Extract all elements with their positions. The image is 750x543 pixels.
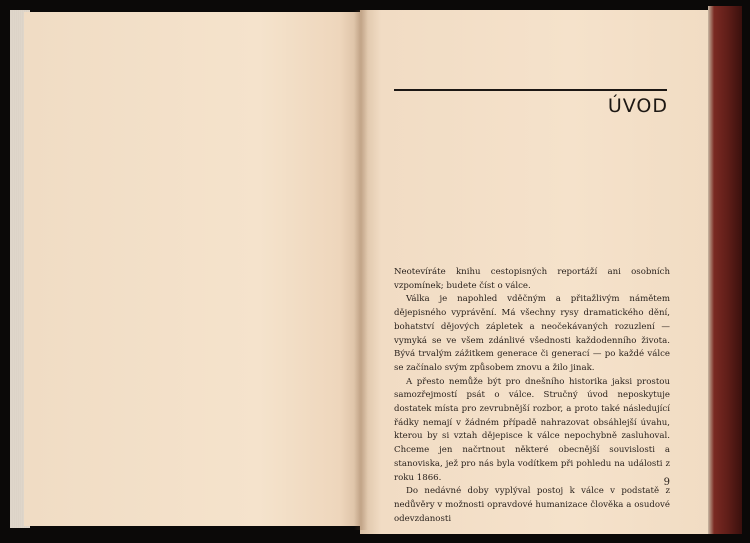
body-text xyxy=(394,266,670,526)
chapter-rule xyxy=(394,89,667,91)
left-page-blank xyxy=(24,12,360,526)
paragraph-2: Válka je napohled vděčným a přitažlivým námětem dějepisného vyprávění. Má všechny rysy dramatického dění, bohatství dějových zápletek a neočekávaných rozuzlení — vymyká se ve všem zdánlivé všednosti každodenního života. Bývá trvalým zážitkem generace či generací — po každé válce se začínalo svým způsobem znovu a žilo jinak. xyxy=(394,294,670,373)
paragraph-1: Neotevíráte knihu cestopisných reportáží ani osobních vzpomínek; budete číst o válce. xyxy=(394,267,670,291)
book-gutter xyxy=(354,10,368,530)
paragraph-3: A přesto nemůže být pro dnešního historika jaksi prostou samozřejmostí psát o válce. Stručný úvod neposkytuje dostatek místa pro zevrubnější rozbor, a proto také následující řádky nemají v žádném případě nahrazovat obsáhlejší úvahu, kterou by si vztah dějepisce k válce nepochybně zasluhoval. Chceme jen načrtnout některé obecnější souvislosti a stanoviska, jež pro nás byla vodítkem při pohledu na události z roku 1866. xyxy=(394,376,670,483)
right-page-edges-cover xyxy=(708,6,742,534)
chapter-title: ÚVOD xyxy=(607,95,668,117)
paragraph-4: Do nedávné doby vyplýval postoj k válce v podstatě z nedůvěry v možnosti opravdové humanizace člověka a osudové odevzdanosti xyxy=(394,486,670,524)
page-number: 9 xyxy=(663,477,670,488)
